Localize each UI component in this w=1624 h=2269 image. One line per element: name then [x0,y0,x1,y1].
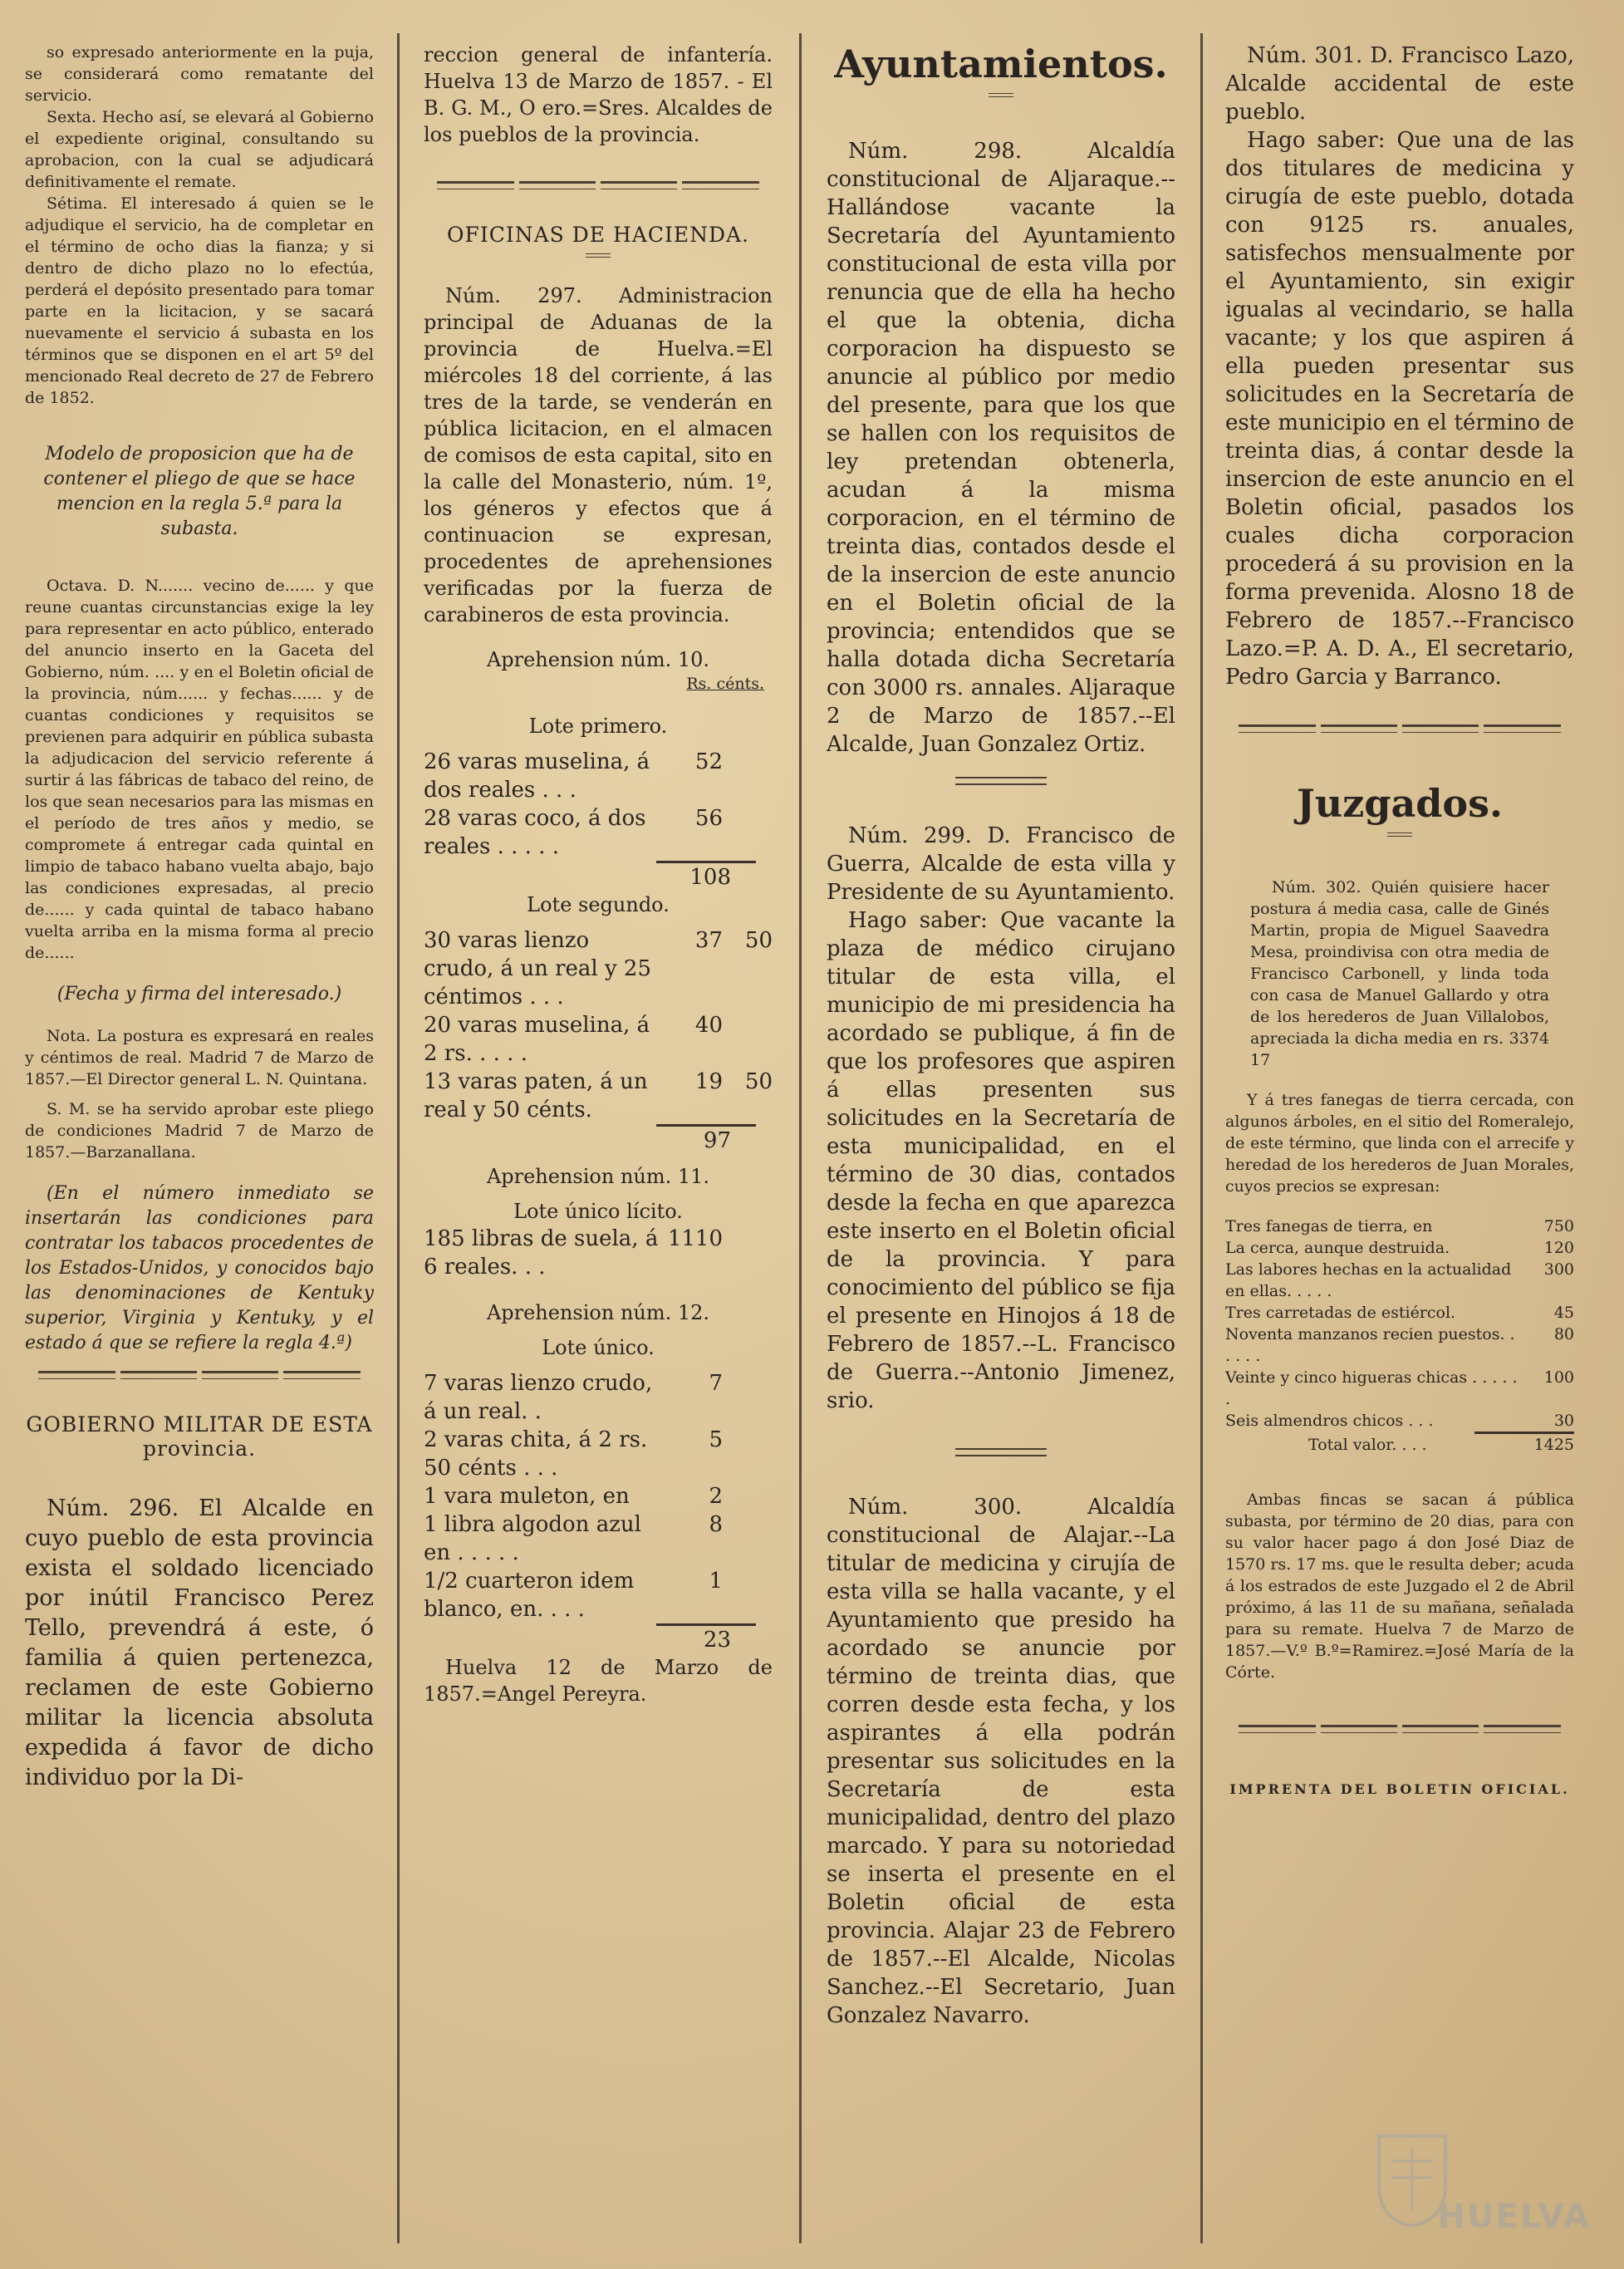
text-paragraph: (En el número inmediato se insertarán las condiciones para contratar los tabacos procedentes de los Estados-Unidos, y conocidos bajo las denominaciones de Kentuky superior, Virginia y Kentuky, y el estado á que se refiere la regla 4.ª) [25,1183,374,1353]
separator [25,1371,374,1379]
column-header: Rs. cénts. [686,675,764,693]
lot-row: 30 varas lienzo crudo, á un real y 25 céntimos . . . 37 50 [424,928,773,1009]
lot-row: 1/2 cuarteron idem blanco, en. . . . 1 [424,1569,723,1622]
valuation-row: Las labores hechas en la actualidad en ellas. . . . . 300 [1225,1260,1574,1300]
subheading: Lote único. [542,1336,655,1359]
text-paragraph: Núm. 296. El Alcalde en cuyo pueblo de esta provincia exista el soldado licenciado por inútil Francisco Perez Tello, prevendrá á este, ó familia á quien pertenezca, reclamen de este Gobierno militar la licencia absoluta expedida á favor de dicho individuo por la Di- [25,1495,374,1790]
stamp-text: HUELVA [1437,2198,1591,2236]
text-paragraph: Núm. 300. Alcaldía constitucional de Alajar.--La titular de medicina y cirujía de esta villa se halla vacante, y el Ayuntamiento que presido ha acordado se anuncie por término de treinta dias, que corren desde esta fecha, y los aspirantes á ella podrán presentar sus solicitudes en la Secretaría de esta municipalidad, dentro del plazo marcado. Y para su notoriedad se inserta el presente en el Boletin oficial de esta provincia. Alajar 23 de Febrero de 1857.--El Alcalde, Nicolas Sanchez.--El Secretario, Juan Gonzalez Navarro. [827,1495,1175,2028]
lot-table [424,748,773,861]
subheading: Lote único lícito. [513,1200,683,1223]
lot-row: 1 vara muleton, en 2 [424,1484,723,1509]
lot-row: 7 varas lienzo crudo, á un real. . 7 [424,1371,723,1424]
text-paragraph: Hago saber: Que una de las dos titulares de medicina y cirugía de este pueblo, dotada con 9125 rs. anuales, satisfechos mensualmente por el Ayuntamiento, sin exigir igualas al vecindario, se halla vacante; y los que aspiren á ella pueden presentar sus solicitudes en la Secretaría de este municipio en el término de treinta dias, á contar desde la insercion de este anuncio en el Boletin oficial, pasados los cuales dicha corporacion procederá á su provision en la forma prevenida. Alosno 18 de Febrero de 1857.--Francisco Lazo.=P. A. D. A., El secretario, Pedro Garcia y Barranco. [1225,128,1574,690]
signature-note: (Fecha y firma del interesado.) [56,984,342,1004]
subheading: Lote segundo. [527,893,670,916]
separator [424,181,773,189]
valuation-total: Total valor. . . . 1425 [1308,1436,1574,1454]
column-1 [25,42,374,1793]
text-paragraph: Nota. La postura es expresará en reales y céntimos de real. Madrid 7 de Marzo de 1857.—El Director general L. N. Quintana. [25,1027,374,1088]
lot-row: 2 varas chita, á 2 rs. 50 cénts . . . 5 [424,1427,723,1481]
valuation-row: Noventa manzanos recien puestos. . . . . . 80 [1225,1325,1574,1365]
text-paragraph: Sexta. Hecho así, se elevará al Gobierno el expediente original, consultando su aprobacion, con la cual se adjudicará definitivamente el remate. [25,108,374,191]
section-title: Juzgados. [1296,781,1504,826]
separator [955,1448,1047,1456]
text-paragraph: so expresado anteriormente en la puja, se considerará como rematante del servicio. [25,43,374,105]
separator [955,777,1047,785]
text-paragraph: Hago saber: Que vacante la plaza de médico cirujano titular de esta villa, el municipio de mi presidencia ha acordado se publique, á fin de que los profesores que aspiren á ellas presenten sus solicitudes en la Secretaría de esta municipalidad, en el término de 30 dias, contados desde la fecha en que aparezca este inserto en el Boletin oficial de la provincia. Y para conocimiento del público se fija el presente en Hinojos á 18 de Febrero de 1857.--L. Francisco de Guerra.--Antonio Jimenez, srio. [827,908,1175,1413]
lot-total: 23 [703,1628,731,1653]
text-paragraph: Núm. 302. Quién quisiere hacer postura á media casa, calle de Ginés Martin, propia de Miguel Saavedra Mesa, proindivisa con otra media de Francisco Carbonell, y linda toda con casa de Manuel Gallardo y otra de los herederos de Juan Villalobos, apreciada la dicha media en rs. 3374 17 [1250,878,1549,1069]
section-heading: OFICINAS DE HACIENDA. [447,223,749,247]
lot-row: 28 varas coco, á dos reales . . . . . 56 [424,806,723,859]
lot-row: 20 varas muselina, á 2 rs. . . . . 40 [424,1013,723,1066]
modelo-heading: Modelo de proposicion que ha de contener el pliego de que se hace mencion en la regla 5.ª para la subasta. [43,444,356,539]
column-rule [1200,33,1203,2243]
lot-total: 97 [703,1128,731,1153]
text-paragraph: reccion general de infantería. Huelva 13 de Marzo de 1857. - El B. G. M., O ero.=Sres. Alcaldes de los pueblos de la provincia. [424,43,773,146]
text-paragraph: Núm. 301. D. Francisco Lazo, Alcalde accidental de este pueblo. [1225,43,1574,125]
text-paragraph: Sétima. El interesado á quien se le adjudique el servicio, ha de completar en el término de ocho dias la fianza; y si dentro de dicho plazo no lo efectúa, perderá el depósito presentado para tomar parte en la licitacion, y se sacará nuevamente el servicio á subasta en los términos que se disponen en el art 5º del mencionado Real decreto de 27 de Febrero de 1852. [25,194,374,407]
subheading: Aprehension núm. 11. [486,1165,710,1188]
text-paragraph: Ambas fincas se sacan á pública subasta, por término de 20 dias, para con su valor hacer pago á don José Diaz de 1570 rs. 17 ms. que le resulta deber; acuda á los estrados de este Juzgado el 2 de Abril próximo, á las 11 de su mañana, señalada para su remate. Huelva 7 de Marzo de 1857.—V.º B.º=Ramirez.=José María de la Córte. [1225,1491,1574,1682]
archive-stamp [1375,2128,1591,2244]
lot-row: 26 varas muselina, á dos reales . . . 52 [424,749,723,803]
valuation-row: Tres fanegas de tierra, en 750 [1225,1217,1574,1235]
valuation-row: Seis almendros chicos . . . 30 [1225,1412,1574,1430]
lot-total: 108 [689,865,731,890]
subheading: Aprehension núm. 10. [486,648,710,671]
text-paragraph: Y á tres fanegas de tierra cercada, con algunos árboles, en el sitio del Romeralejo, de este término, que linda con el arrecife y heredad de los herederos de Juan Morales, cuyos precios se expresan: [1225,1091,1574,1196]
valuation-row: Tres carretadas de estiércol. 45 [1225,1304,1574,1322]
valuation-table [1225,1216,1574,1432]
valuation-row: Veinte y cinco higueras chicas . . . . . . 100 [1225,1368,1574,1408]
lot-table [424,926,773,1124]
lot-row: 185 libras de suela, á 6 reales. . . 1110 [424,1226,723,1279]
text-paragraph: Núm. 298. Alcaldía constitucional de Aljaraque.--Hallándose vacante la Secretaría del Ayuntamiento constitucional de esta villa por renuncia que de ella ha hecho el que la obtenia, dicha corporacion ha dispuesto se anuncie al público por medio del presente, para que los que se hallen con los requisitos de ley pretendan obtenerla, acudan á la misma corporacion, en el término de treinta dias, contados desde el de la insercion de este anuncio en el Boletin oficial de la provincia; entendidos que se halla dotada dicha Secretaría con 3000 rs. annales. Aljaraque 2 de Marzo de 1857.--El Alcalde, Juan Gonzalez Ortiz. [827,139,1175,757]
valuation-row: La cerca, aunque destruida. 120 [1225,1239,1574,1257]
text-paragraph: Núm. 297. Administracion principal de Aduanas de la provincia de Huelva.=El miércoles 18 del corriente, á las tres de la tarde, se venderán en pública licitacion, en el almacen de comisos de esta capital, sito en la calle del Monasterio, núm. 1º, los géneros y efectos que á continuacion se expresan, procedentes de aprehensiones verificadas por la fuerza de carabineros de esta provincia. [424,284,773,626]
subheading: Aprehension núm. 12. [486,1301,710,1324]
signature: Huelva 12 de Marzo de 1857.=Angel Pereyra. [424,1656,773,1706]
column-rule [397,33,400,2243]
lot-row: 1 libra algodon azul en . . . . . 8 [424,1512,723,1565]
column-3 [827,42,1175,2030]
lot-table [424,1369,773,1623]
section-title: Ayuntamientos. [834,42,1168,86]
column-2 [424,42,773,1707]
separator [1225,1725,1574,1733]
column-4 [1225,42,1574,1797]
text-paragraph: S. M. se ha servido aprobar este pliego de condiciones Madrid 7 de Marzo de 1857.—Barzanallana. [25,1100,374,1162]
lot-row: 13 varas paten, á un real y 50 cénts. 19 50 [424,1069,773,1122]
subheading: Lote primero. [528,715,668,738]
separator [1225,724,1574,733]
printer-imprint: IMPRENTA DEL BOLETIN OFICIAL. [1229,1781,1570,1797]
text-paragraph: Núm. 299. D. Francisco de Guerra, Alcalde de esta villa y Presidente de su Ayuntamiento. [827,823,1175,905]
text-paragraph: Octava. D. N....... vecino de...... y que reune cuantas circunstancias exige la ley para representar en acto público, enterado del anuncio inserto en la Gaceta del Gobierno, núm. .... y en el Boletin oficial de la provincia, núm...... y fechas...... y de cuantas condiciones y requisitos se previenen para adquirir en pública subasta la adjudicacion del servicio referente á surtir á las fábricas de tabaco del reino, de los que sean necesarios para las mismas en el período de tres años y medio, se compromete á entregar cada quintal en limpio de tabaco habano vuelta abajo, bajo las condiciones expresadas, al precio de...... y cada quintal de tabaco habano vuelta arriba en la misma forma al precio de...... [25,577,374,962]
section-heading: GOBIERNO MILITAR DE ESTA provincia. [26,1412,373,1461]
column-rule [799,33,802,2243]
